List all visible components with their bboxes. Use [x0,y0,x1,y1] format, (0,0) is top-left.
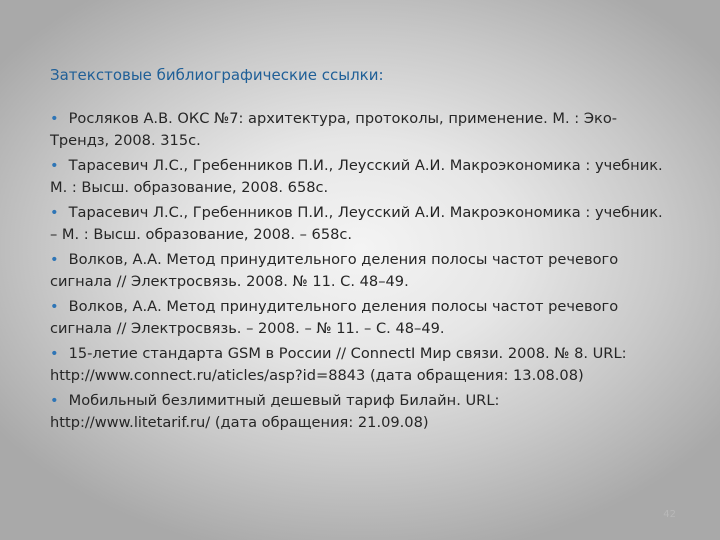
page-number: 42 [663,509,676,520]
reference-text: Тарасевич Л.С., Гребенников П.И., Леусский А.И. Макроэкономика : учебник. – М. : Высш. образование, 2008. – 658с. [50,204,663,243]
bullet-icon: • [50,298,59,315]
reference-item [50,249,690,292]
slide-heading: Затекстовые библиографические ссылки: [50,66,384,84]
bullet-icon: • [50,157,59,174]
reference-list [50,108,690,437]
bullet-icon: • [50,204,59,221]
bullet-icon: • [50,345,59,362]
bullet-icon: • [50,251,59,268]
reference-text: 15-летие стандарта GSM в России // ConnectI Мир связи. 2008. № 8. URL: http://www.connect.ru/aticles/asp?id=8843 (дата обращения: 13.08.08) [50,345,627,384]
reference-item [50,296,690,339]
reference-text: Волков, А.А. Метод принудительного деления полосы частот речевого сигнала // Электросвязь. 2008. № 11. С. 48–49. [50,251,619,290]
reference-text: Волков, А.А. Метод принудительного деления полосы частот речевого сигнала // Электросвязь. – 2008. – № 11. – С. 48–49. [50,298,619,337]
reference-item [50,155,690,198]
reference-text: Мобильный безлимитный дешевый тариф Билайн. URL: http://www.litetarif.ru/ (дата обращения: 21.09.08) [50,392,500,431]
bullet-icon: • [50,392,59,409]
reference-text: Тарасевич Л.С., Гребенников П.И., Леусский А.И. Макроэкономика : учебник. М. : Высш. образование, 2008. 658с. [50,157,663,196]
reference-item [50,202,690,245]
reference-item [50,108,690,151]
reference-item [50,343,690,386]
reference-item [50,390,690,433]
bullet-icon: • [50,110,59,127]
reference-text: Росляков А.В. ОКС №7: архитектура, протоколы, применение. М. : Эко- Трендз, 2008. 315с. [50,110,618,149]
